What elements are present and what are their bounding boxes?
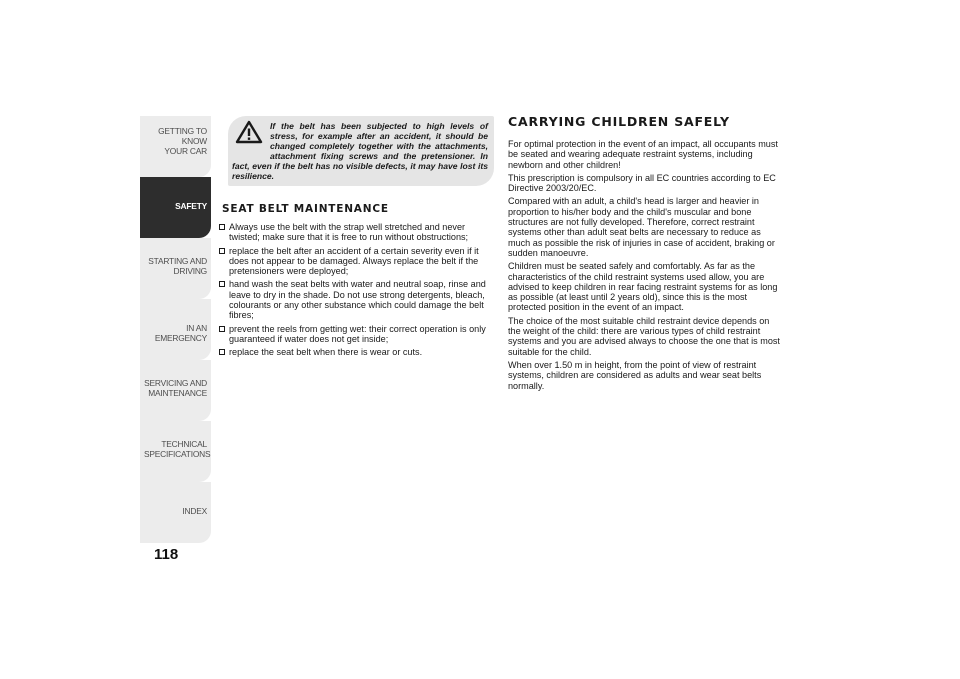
paragraph: Compared with an adult, a child's head is larger and heavier in proportion to his/her body and the child's muscular and bone structures are not fully developed. Therefore, correct restraint systems other than adult seat belts are necessary to reduce as much as possible the risk of injuries in case of accident, braking or sudden manoeuvre. [508,196,775,258]
list-item: replace the belt after an accident of a certain severity even if it does not appear to be damaged. Always replace the belt if the pretensioners were deployed; [218,246,496,277]
tab-label: IN AN EMERGENCY [154,323,207,343]
maintenance-list [218,222,496,361]
tab-label: SERVICING AND MAINTENANCE [144,378,207,398]
page-number: 118 [154,546,179,563]
list-item: replace the seat belt when there is wear or cuts. [218,347,496,357]
children-section-body [508,139,784,394]
tab-servicing-and-maintenance[interactable] [140,360,211,421]
tab-index[interactable] [140,482,211,543]
tab-safety[interactable] [140,177,211,238]
tab-technical-specifications[interactable] [140,421,211,482]
section-heading-carrying-children-safely: CARRYING CHILDREN SAFELY [508,114,730,129]
warning-text: If the belt has been subjected to high levels of stress, for example after an accident, it should be changed completely together with the attachments, attachment fixing screws and the pretensioner. In fact, even if the belt has no visible defects, it may have lost its resilience. [232,121,488,181]
section-heading-seat-belt-maintenance: SEAT BELT MAINTENANCE [222,203,389,215]
tab-getting-to-know-your-car[interactable] [140,116,211,177]
list-item: prevent the reels from getting wet: their correct operation is only guaranteed if water does not get inside; [218,324,496,345]
tab-label: SAFETY [175,201,207,211]
paragraph: Children must be seated safely and comfortably. As far as the characteristics of the child restraint systems used allow, you are advised to keep children in rear facing restraint systems for as long as possible (at least until 2 years old), since this is the most protected position in the event of an impact. [508,261,778,313]
paragraph: For optimal protection in the event of an impact, all occupants must be seated and wearing adequate restraint systems, including newborn and other children! [508,139,778,170]
paragraph: The choice of the most suitable child restraint device depends on the weight of the child: there are various types of child restraint systems and you are advised always to choose the one that is most suitable for the child. [508,315,780,357]
tab-label: STARTING AND DRIVING [148,256,207,276]
list-item: hand wash the seat belts with water and neutral soap, rinse and leave to dry in the shade. Do not use strong detergents, bleach, colourants or any other substance which could damage the belt fibres; [218,279,496,320]
warning-box [228,116,494,186]
tab-starting-and-driving[interactable] [140,238,211,299]
list-item: Always use the belt with the strap well stretched and never twisted; make sure that it is free to run without obstructions; [218,222,496,243]
tab-in-an-emergency[interactable] [140,299,211,360]
tab-label: TECHNICAL SPECIFICATIONS [144,439,211,459]
tab-label: INDEX [182,506,207,516]
warning-triangle-icon [235,120,263,144]
paragraph: This prescription is compulsory in all EC countries according to EC Directive 2003/20/EC. [508,172,776,194]
paragraph: When over 1.50 m in height, from the point of view of restraint systems, children are considered as adults and wear seat belts normally. [508,359,762,391]
tab-label: GETTING TO KNOW YOUR CAR [158,126,207,156]
